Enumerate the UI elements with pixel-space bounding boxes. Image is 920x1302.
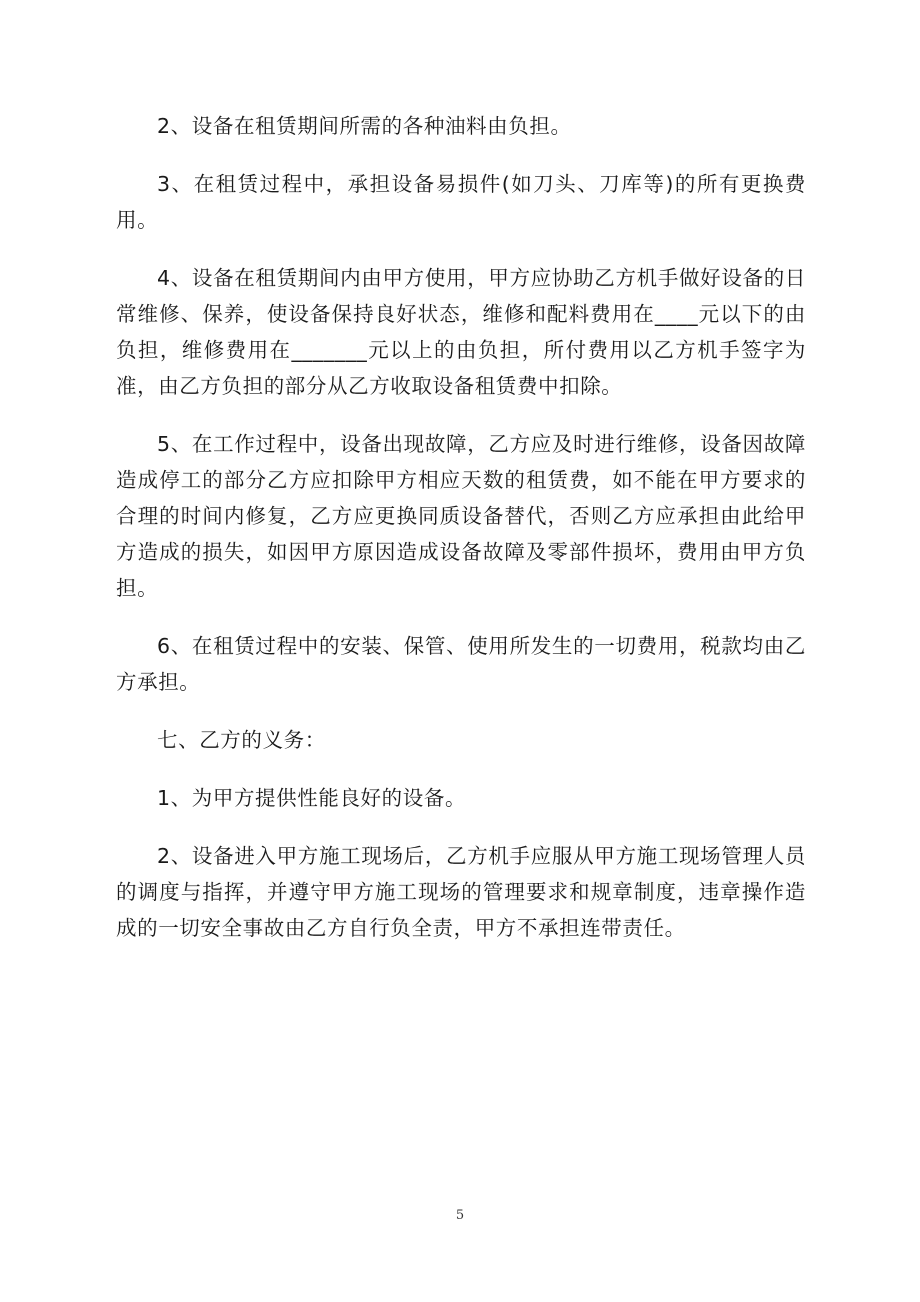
paragraph-site-compliance: 2、设备进入甲方施工现场后，乙方机手应服从甲方施工现场管理人员的调度与指挥，并遵守甲方施工现场的管理要求和规章制度，违章操作造成的一切安全事故由乙方自行负全责，甲方不承担连带责任。 bbox=[116, 844, 806, 940]
paragraph-fuel-cost: 2、设备在租赁期间所需的各种油料由负担。 bbox=[157, 114, 572, 138]
paragraph-wear-parts: 3、在租赁过程中，承担设备易损件(如刀头、刀库等)的所有更换费用。 bbox=[116, 172, 806, 232]
document-body bbox=[116, 108, 806, 968]
page-number: 5 bbox=[455, 1208, 465, 1223]
section-heading-party-b-obligations: 七、乙方的义务： bbox=[157, 728, 326, 752]
paragraph-breakdown: 5、在工作过程中，设备出现故障，乙方应及时进行维修，设备因故障造成停工的部分乙方应扣除甲方相应天数的租赁费，如不能在甲方要求的合理的时间内修复，乙方应更换同质设备替代，否则乙方应承担由此给甲方造成的损失，如因甲方原因造成设备故障及零部件损坏，费用由甲方负担。 bbox=[116, 432, 806, 600]
paragraph-installation-costs: 6、在租赁过程中的安装、保管、使用所发生的一切费用，税款均由乙方承担。 bbox=[116, 634, 806, 694]
paragraph-maintenance: 4、设备在租赁期间内由甲方使用，甲方应协助乙方机手做好设备的日常维修、保养，使设备保持良好状态，维修和配料费用在____元以下的由负担，维修费用在_______元以上的由负担，所付费用以乙方机手签字为准，由乙方负担的部分从乙方收取设备租赁费中扣除。 bbox=[116, 266, 806, 398]
paragraph-provide-equipment: 1、为甲方提供性能良好的设备。 bbox=[157, 786, 467, 810]
